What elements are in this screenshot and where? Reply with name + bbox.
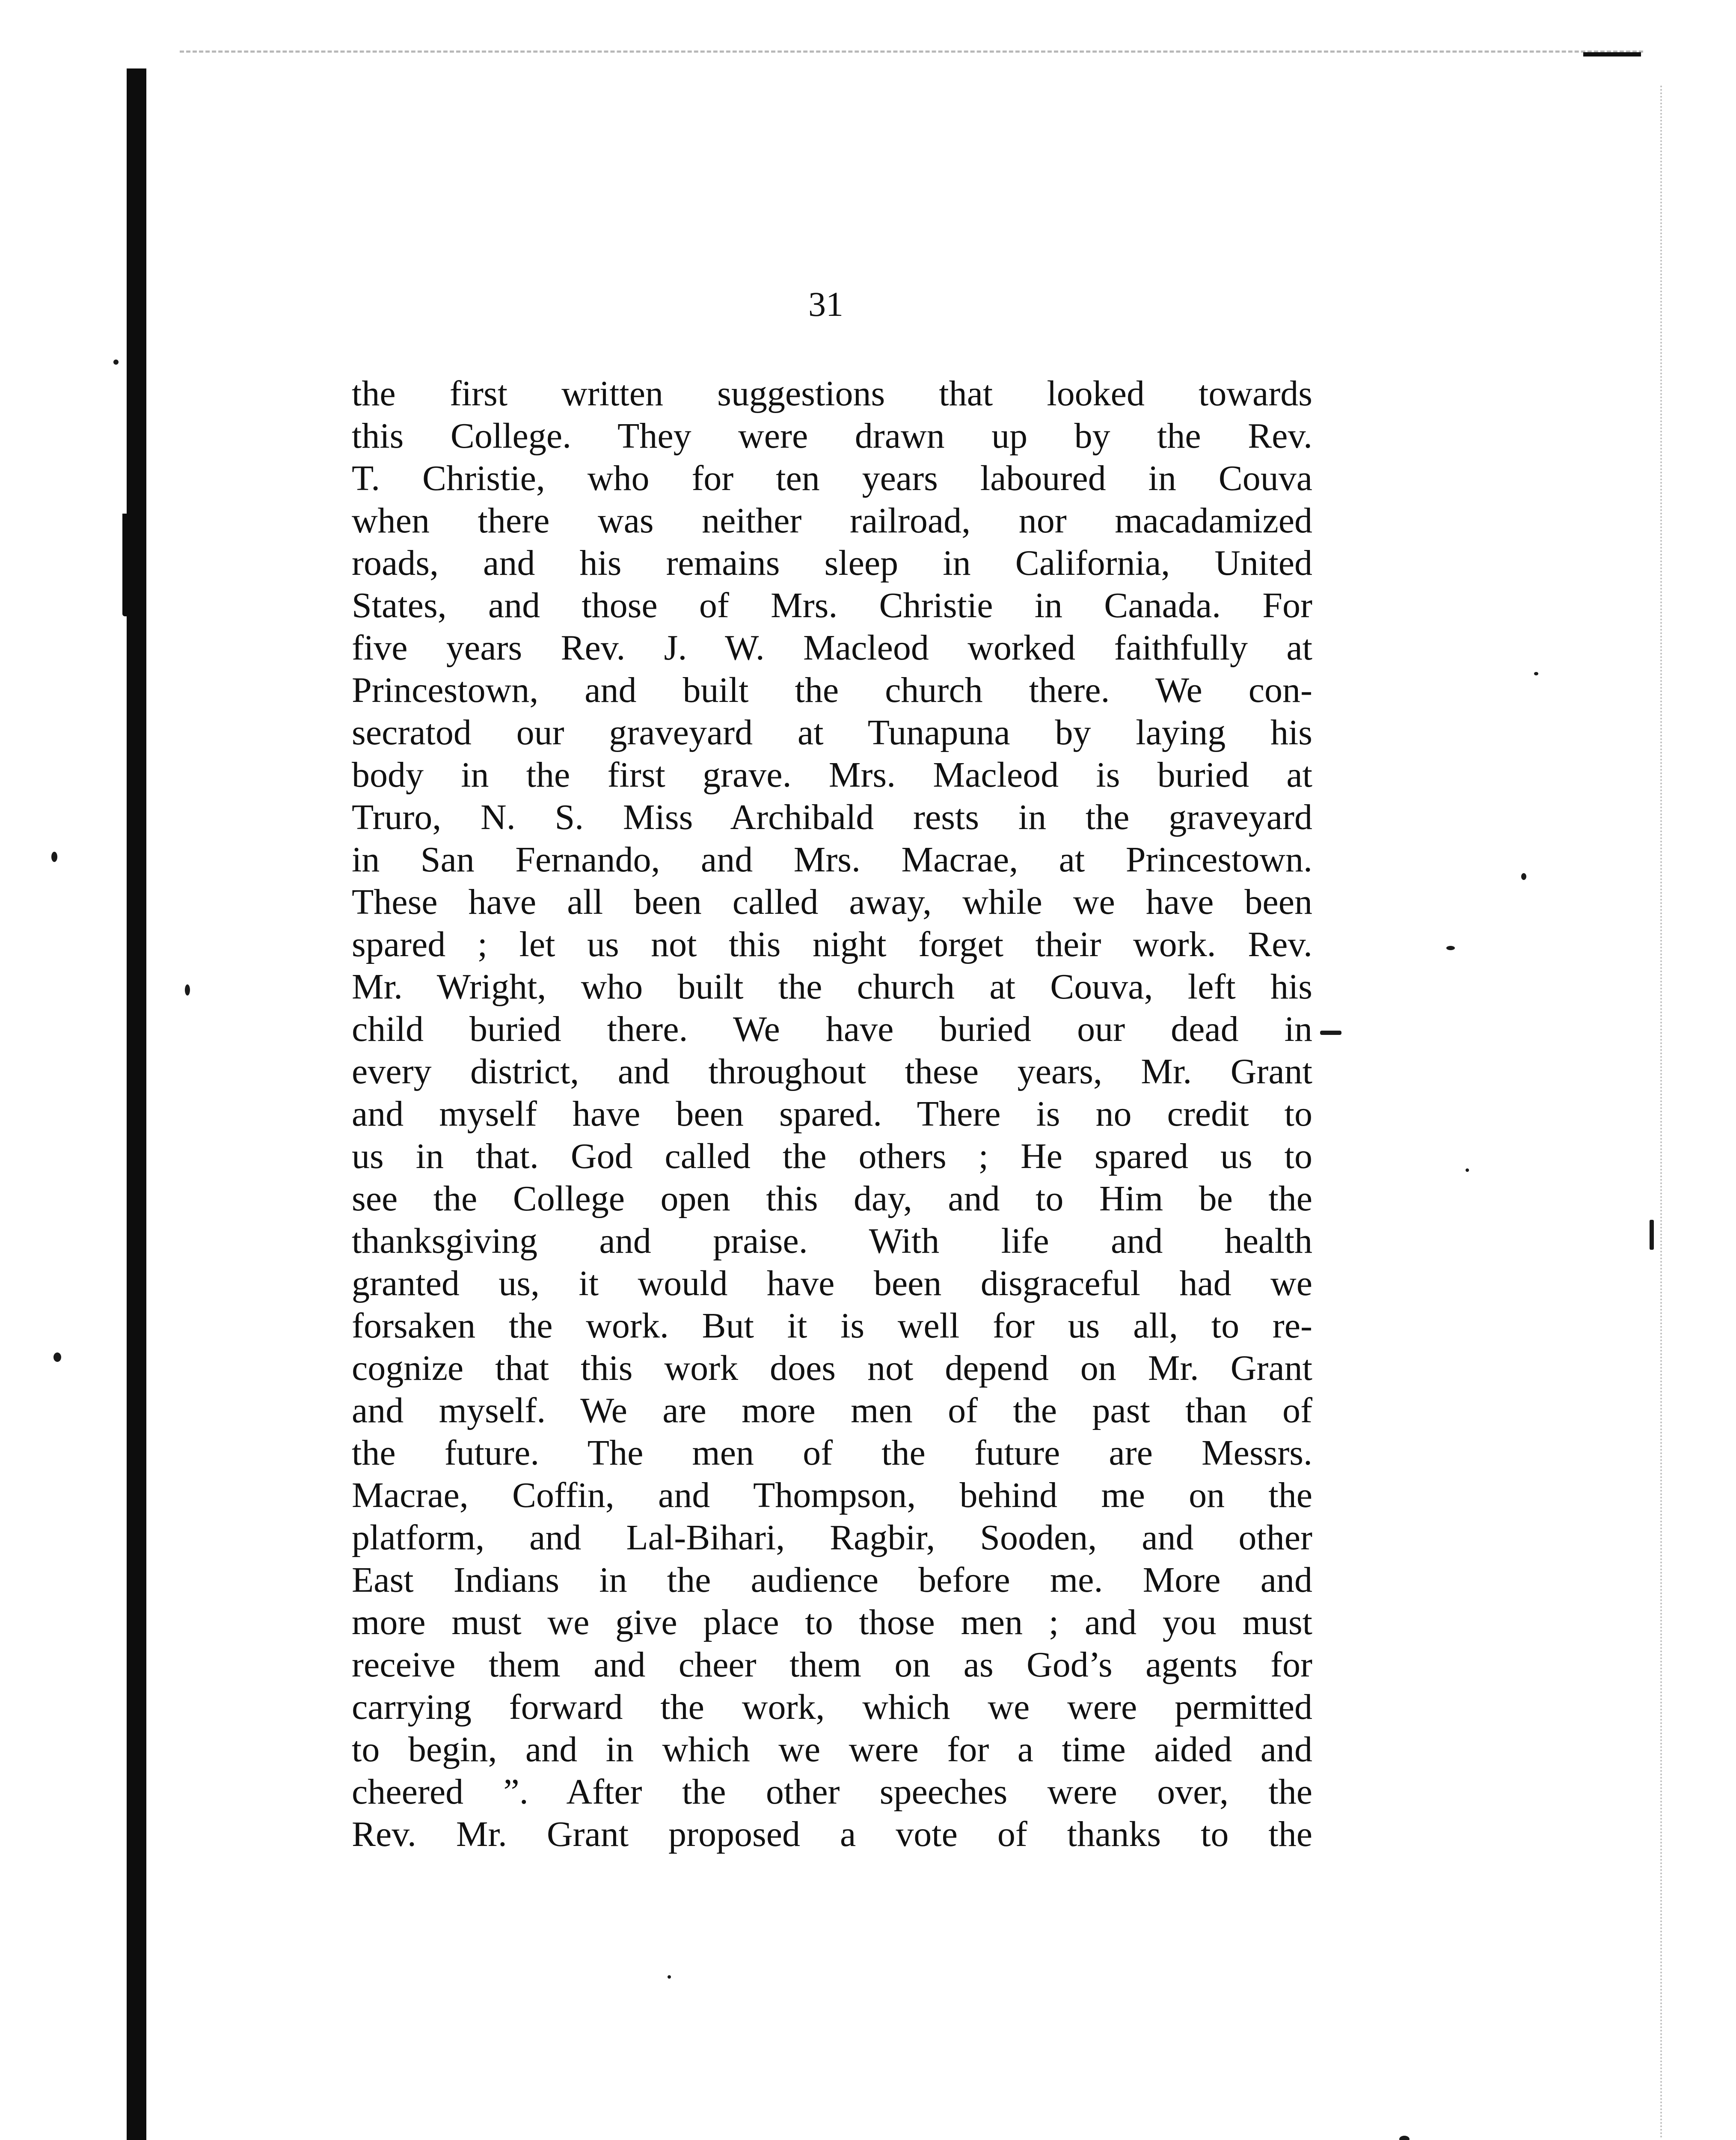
text-line: receive them and cheer them on as God’s agents for [352, 1645, 1312, 1685]
text-line: Rev. Mr. Grant proposed a vote of thanks to the [352, 1814, 1312, 1854]
scan-speck [1650, 1220, 1654, 1250]
text-line: platform, and Lal-Bihari, Ragbir, Sooden, and other [352, 1518, 1312, 1557]
text-line: Princestown, and built the church there. We con- [352, 670, 1312, 710]
text-line: Macrae, Coffin, and Thompson, behind me on the [352, 1475, 1312, 1515]
text-line: to begin, and in which we were for a time aided and [352, 1730, 1312, 1769]
top-scan-edge [180, 51, 1643, 53]
scan-speck [1521, 873, 1526, 880]
text-line: roads, and his remains sleep in California, United [352, 543, 1312, 583]
binding-gutter [127, 68, 146, 2140]
text-line: see the College open this day, and to Him be the [352, 1179, 1312, 1219]
text-line: Mr. Wright, who built the church at Couva, left his [352, 967, 1312, 1007]
text-line: and myself have been spared. There is no credit to [352, 1094, 1312, 1134]
scan-speck [1534, 672, 1538, 675]
text-line: more must we give place to those men ; and you must [352, 1602, 1312, 1642]
text-line: in San Fernando, and Mrs. Macrae, at Princestown. [352, 840, 1312, 880]
scan-speck [668, 1975, 671, 1979]
text-line: These have all been called away, while we have been [352, 882, 1312, 922]
scan-speck [113, 360, 119, 365]
text-line: the first written suggestions that looked towards [352, 374, 1312, 413]
scan-speck [1446, 946, 1455, 950]
scan-speck [51, 852, 57, 862]
text-line: five years Rev. J. W. Macleod worked faithfully at [352, 628, 1312, 668]
text-line: this College. They were drawn up by the Rev. [352, 416, 1312, 456]
text-line: thanksgiving and praise. With life and health [352, 1221, 1312, 1261]
text-line: child buried there. We have buried our dead in [352, 1009, 1312, 1049]
text-line: every district, and throughout these years, Mr. Grant [352, 1052, 1312, 1091]
right-scan-edge [1660, 86, 1662, 2140]
text-line: spared ; let us not this night forget their work. Rev. [352, 924, 1312, 964]
scan-speck [53, 1352, 61, 1362]
text-line: States, and those of Mrs. Christie in Canada. For [352, 586, 1312, 625]
body-text [352, 372, 1312, 1855]
scan-speck [1320, 1031, 1341, 1035]
text-line: T. Christie, who for ten years laboured in Couva [352, 458, 1312, 498]
text-line: us in that. God called the others ; He spared us to [352, 1136, 1312, 1176]
text-line: granted us, it would have been disgraceful had we [352, 1263, 1312, 1303]
text-line: Truro, N. S. Miss Archibald rests in the graveyard [352, 797, 1312, 837]
text-line: cognize that this work does not depend on Mr. Grant [352, 1348, 1312, 1388]
scan-speck [1466, 1168, 1469, 1172]
scan-speck [1399, 2136, 1410, 2140]
text-line: and myself. We are more men of the past than of [352, 1391, 1312, 1430]
page-number: 31 [808, 285, 843, 324]
text-line: when there was neither railroad, nor macadamized [352, 501, 1312, 541]
text-line: cheered ”. After the other speeches were over, the [352, 1772, 1312, 1812]
top-right-scan-mark [1583, 52, 1641, 56]
text-line: the future. The men of the future are Messrs. [352, 1433, 1312, 1473]
text-line: body in the first grave. Mrs. Macleod is buried at [352, 755, 1312, 795]
text-line: East Indians in the audience before me. More and [352, 1560, 1312, 1600]
text-line: carrying forward the work, which we were permitted [352, 1687, 1312, 1727]
text-line: secratod our graveyard at Tunapuna by laying his [352, 713, 1312, 752]
text-line: forsaken the work. But it is well for us all, to re- [352, 1306, 1312, 1346]
scan-speck [185, 984, 190, 996]
